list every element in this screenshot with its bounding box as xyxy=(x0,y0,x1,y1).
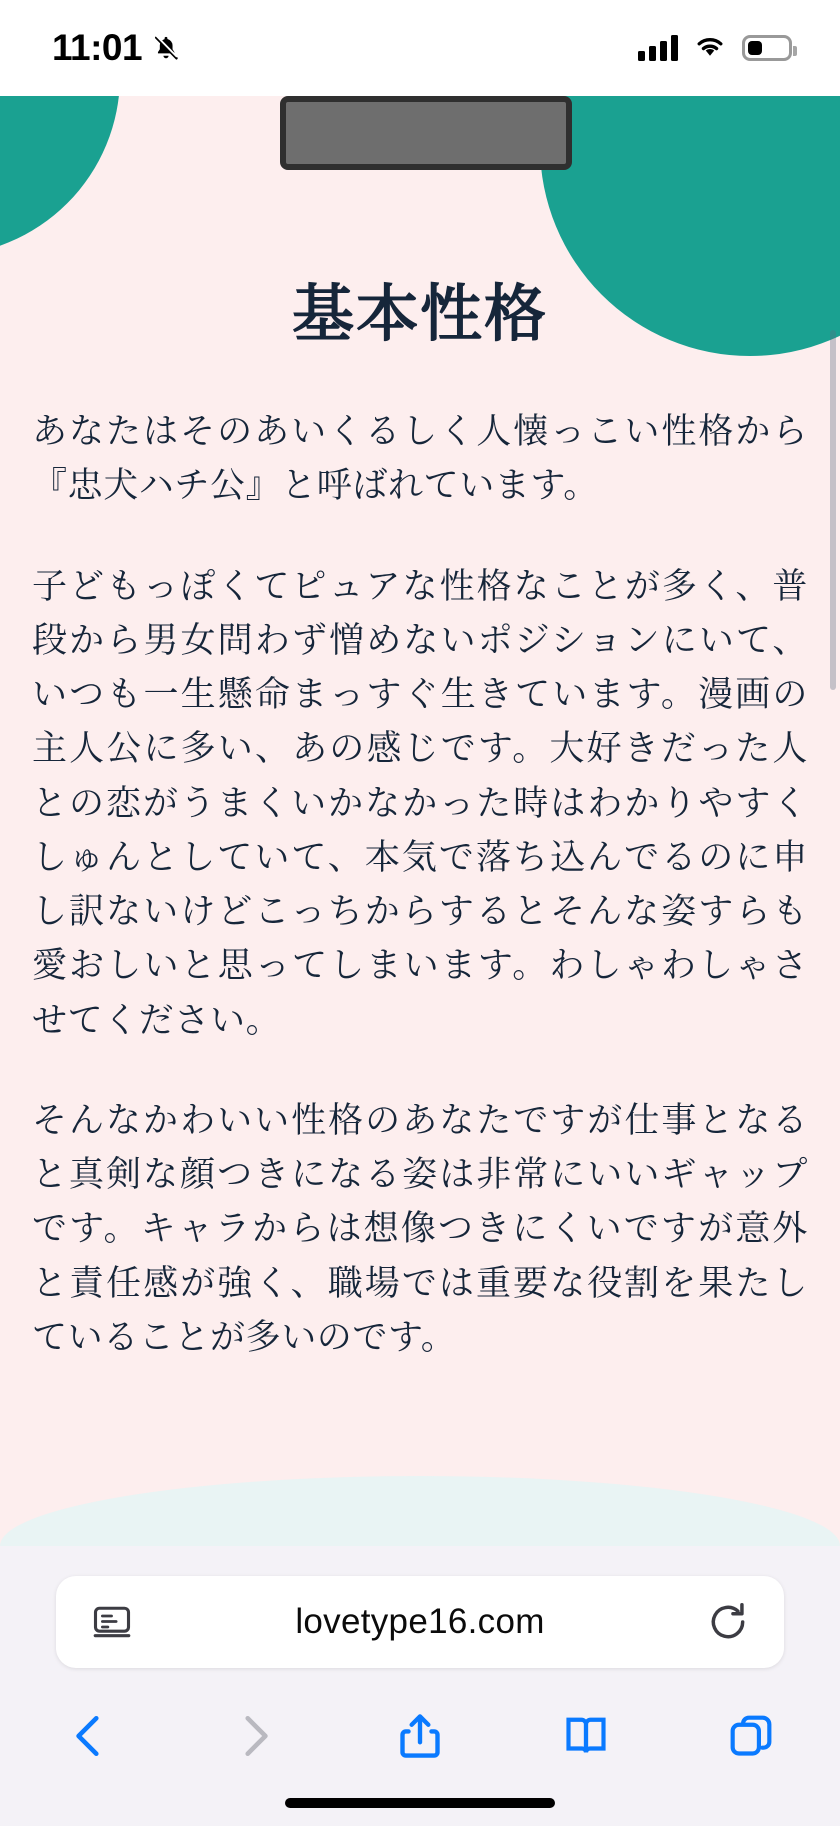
back-button[interactable] xyxy=(56,1703,122,1769)
decorative-wave xyxy=(0,1476,840,1546)
page-title: 基本性格 xyxy=(291,280,548,349)
paragraph-2: 子どもっぽくてピュアな性格なことが多く、普段から男女問わず憎めないポジションにいて、いつも一生懸命まっすぐ生きています。漫画の主人公に多い、あの感じです。大好きだった人との恋がうまくいかなかった時はわかりやすくしゅんとしていて、本気で落ち込んでるのに申し訳ないけどこっちからするとそんな姿すらも愛おしいと思ってしまいます。わしゃわしゃさせてください。 xyxy=(32,566,808,1040)
paragraph-1: あなたはそのあいくるしく人懐っこい性格から『忠犬ハチ公』と呼ばれています。 xyxy=(32,412,808,506)
address-bar[interactable] xyxy=(56,1576,784,1668)
url-text[interactable]: lovetype16.com xyxy=(295,1602,545,1641)
reload-icon[interactable] xyxy=(706,1600,750,1644)
home-indicator[interactable] xyxy=(285,1798,555,1808)
paragraph-3: そんなかわいい性格のあなたですが仕事となると真剣な顔つきになる姿は非常にいいギャップです。キャラからは想像つきにくいですが意外と責任感が強く、職場では重要な役割を果たしていることが多いのです。 xyxy=(32,1100,808,1357)
forward-button[interactable] xyxy=(222,1703,288,1769)
page-settings-icon[interactable] xyxy=(90,1600,134,1644)
bookmarks-button[interactable] xyxy=(553,1703,619,1769)
battery-icon xyxy=(742,35,792,61)
status-bar xyxy=(0,0,840,96)
status-bar-left xyxy=(52,27,180,69)
bell-slash-icon xyxy=(152,33,180,63)
share-button[interactable] xyxy=(387,1703,453,1769)
scroll-indicator[interactable] xyxy=(830,330,836,690)
clock: 11:01 xyxy=(52,27,143,68)
cellular-signal-icon xyxy=(638,35,678,61)
tabs-button[interactable] xyxy=(718,1703,784,1769)
article xyxy=(0,96,840,1365)
browser-toolbar xyxy=(0,1686,840,1786)
status-bar-right xyxy=(638,33,792,64)
wifi-icon xyxy=(692,33,728,64)
webpage-content xyxy=(0,96,840,1546)
browser-bottom-bar xyxy=(0,1546,840,1826)
